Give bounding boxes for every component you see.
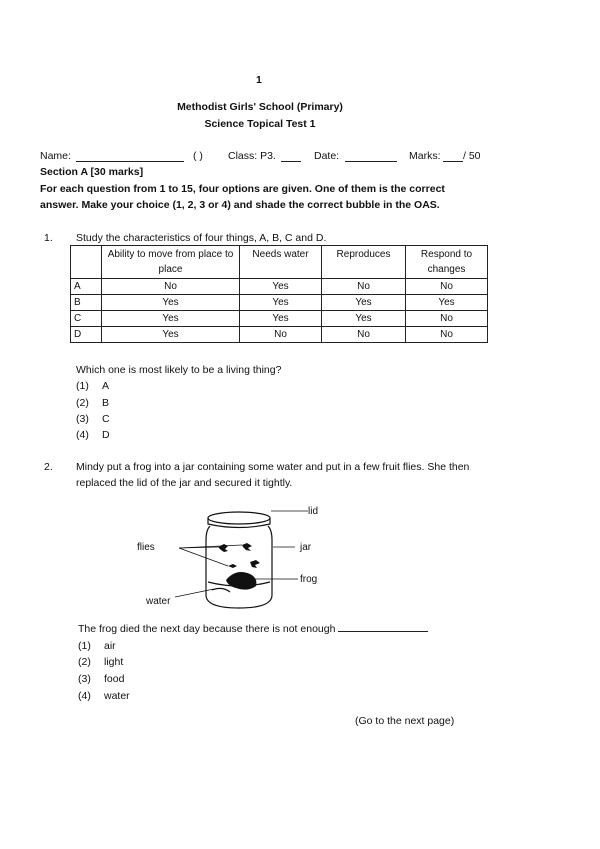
option-number: (4) xyxy=(78,690,91,702)
table-cell: No xyxy=(240,327,322,343)
table-header: Needs water xyxy=(240,246,322,279)
table-cell: Yes xyxy=(240,311,322,327)
option-text: water xyxy=(104,690,130,702)
jar-lid xyxy=(208,512,270,524)
option-text: air xyxy=(104,640,116,652)
q2-stem-line-2: replaced the lid of the jar and secured it tightly. xyxy=(76,477,293,489)
answer-blank xyxy=(338,631,428,632)
fly xyxy=(228,564,237,568)
table-cell: B xyxy=(71,295,102,311)
q1-option-4[interactable] xyxy=(76,429,110,441)
marks-field[interactable] xyxy=(443,161,463,162)
section-heading: Section A [30 marks] xyxy=(40,166,144,178)
table-cell: Yes xyxy=(102,327,240,343)
class-field[interactable] xyxy=(281,161,301,162)
q1-stem: Study the characteristics of four things, A, B, C and D. xyxy=(76,232,327,244)
table-cell: No xyxy=(406,279,488,295)
class-label: Class: P3. xyxy=(228,150,276,162)
table-row xyxy=(71,327,488,343)
instruction-line-2: answer. Make your choice (1, 2, 3 or 4) and shade the correct bubble in the OAS. xyxy=(40,199,440,211)
table-row xyxy=(71,295,488,311)
option-number: (3) xyxy=(76,413,89,425)
instruction-line-1: For each question from 1 to 15, four options are given. One of them is the correct xyxy=(40,183,445,195)
footer-next-page: (Go to the next page) xyxy=(355,715,455,727)
marks-label: Marks: xyxy=(409,150,441,162)
table-cell: Yes xyxy=(406,295,488,311)
table-cell: Yes xyxy=(102,311,240,327)
table-header: Ability to move from place to place xyxy=(102,246,240,279)
q2-number: 2. xyxy=(44,461,53,473)
option-text: D xyxy=(102,429,110,441)
q2-option-4[interactable] xyxy=(78,690,130,702)
characteristics-table xyxy=(70,245,488,343)
table-cell: A xyxy=(71,279,102,295)
q1-option-1[interactable] xyxy=(76,380,109,392)
table-header: Respond to changes xyxy=(406,246,488,279)
table-cell: Yes xyxy=(240,295,322,311)
table-cell: No xyxy=(406,327,488,343)
option-text: B xyxy=(102,397,110,409)
q1-option-2[interactable] xyxy=(76,397,109,409)
q1-number: 1. xyxy=(44,232,53,244)
fly xyxy=(242,543,252,551)
q2-option-2[interactable] xyxy=(78,656,123,668)
name-field[interactable] xyxy=(76,161,184,162)
table-cell: No xyxy=(406,311,488,327)
q2-question-text: The frog died the next day because there is not enough xyxy=(78,623,336,635)
table-row xyxy=(71,279,488,295)
test-title: Science Topical Test 1 xyxy=(204,118,316,130)
option-text: A xyxy=(102,380,110,392)
option-number: (2) xyxy=(78,656,91,668)
option-number: (3) xyxy=(78,673,91,685)
q2-question xyxy=(78,623,428,635)
table-header: Reproduces xyxy=(322,246,406,279)
table-header-row xyxy=(71,246,488,279)
option-number: (4) xyxy=(76,429,89,441)
table-header xyxy=(71,246,102,279)
flies-label: flies xyxy=(137,542,155,553)
water-label: water xyxy=(146,596,171,607)
table-row xyxy=(71,311,488,327)
table-cell: No xyxy=(102,279,240,295)
marks-total: / 50 xyxy=(463,150,481,162)
fly xyxy=(218,544,228,552)
frog xyxy=(226,572,256,590)
date-label: Date: xyxy=(314,150,340,162)
q2-option-3[interactable] xyxy=(78,673,124,685)
name-label: Name: xyxy=(40,150,71,162)
table-cell: Yes xyxy=(322,311,406,327)
q1-question: Which one is most likely to be a living thing? xyxy=(76,364,282,376)
option-text: light xyxy=(104,656,124,668)
option-text: food xyxy=(104,673,125,685)
table-cell: D xyxy=(71,327,102,343)
index-number-field[interactable]: ( ) xyxy=(193,150,203,162)
option-number: (2) xyxy=(76,397,89,409)
option-text: C xyxy=(102,413,110,425)
q2-option-1[interactable] xyxy=(78,640,116,652)
option-number: (1) xyxy=(76,380,89,392)
option-number: (1) xyxy=(78,640,91,652)
page-number: 1 xyxy=(256,74,262,86)
date-field[interactable] xyxy=(345,161,397,162)
table-cell: C xyxy=(71,311,102,327)
table-cell: No xyxy=(322,279,406,295)
q2-stem-line-1: Mindy put a frog into a jar containing some water and put in a few fruit flies. She then xyxy=(76,461,470,473)
table-cell: Yes xyxy=(102,295,240,311)
jar-label: jar xyxy=(300,542,312,553)
fly xyxy=(250,560,260,568)
lid-label: lid xyxy=(308,506,319,517)
q1-option-3[interactable] xyxy=(76,413,110,425)
jar-body xyxy=(206,526,272,608)
school-name: Methodist Girls' School (Primary) xyxy=(177,101,343,113)
table-cell: Yes xyxy=(322,295,406,311)
table-cell: No xyxy=(322,327,406,343)
table-cell: Yes xyxy=(240,279,322,295)
frog-label: frog xyxy=(300,574,318,585)
